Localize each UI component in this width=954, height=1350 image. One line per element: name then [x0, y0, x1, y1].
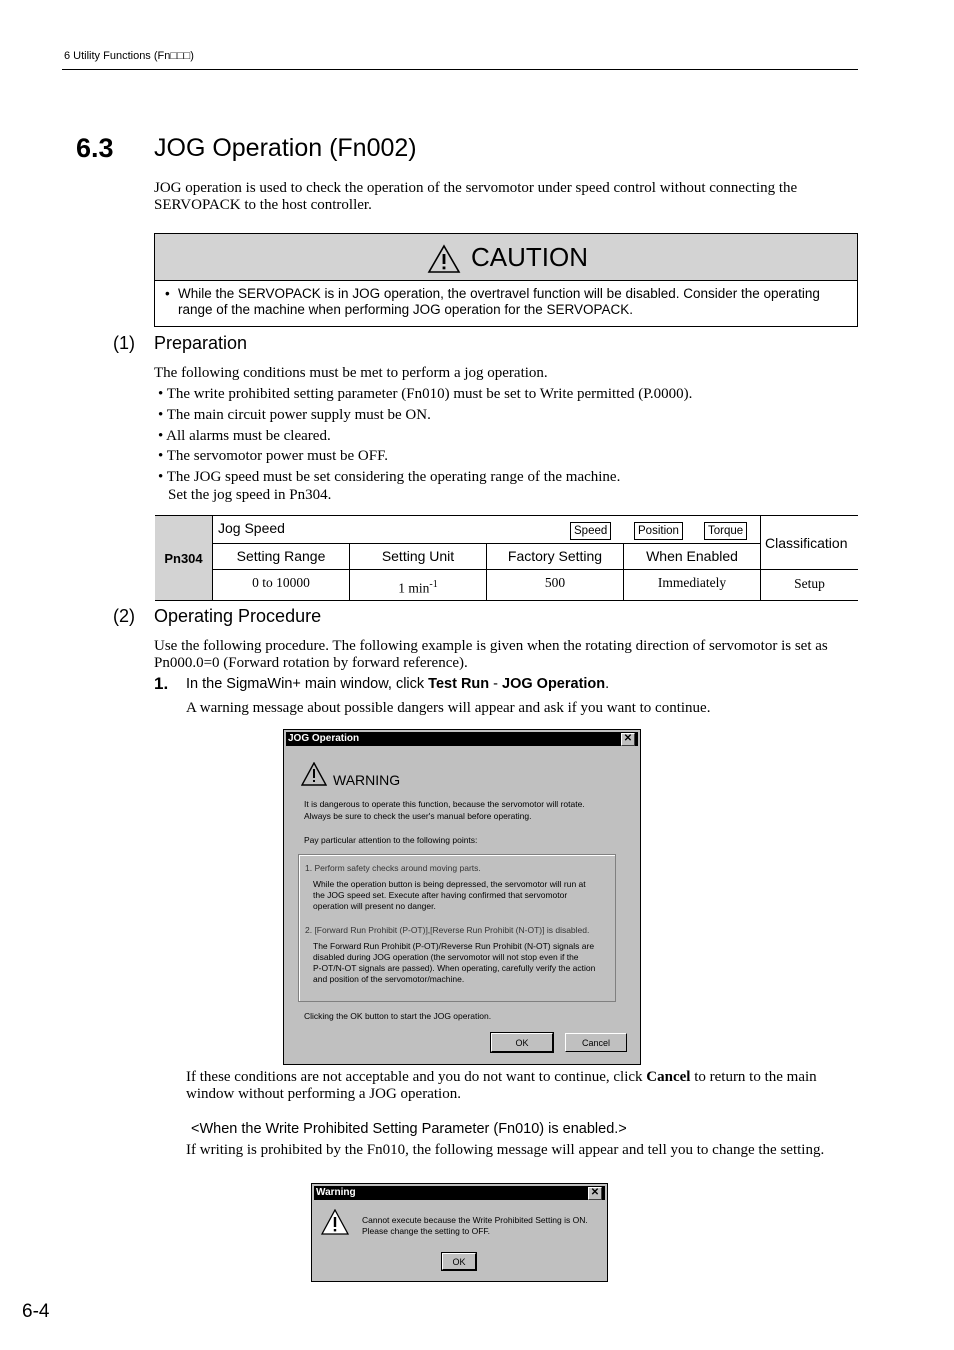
warning-triangle-icon	[427, 244, 461, 274]
step-text-sep: -	[489, 676, 503, 692]
fn010-text: If writing is prohibited by the Fn010, the following message will appear and tell you to change the setting.	[186, 1142, 825, 1158]
point-line: the JOG speed set. Execute after having confirmed that servomotor	[313, 890, 568, 900]
section-intro: JOG operation is used to check the operation of the servomotor under speed control without connecting the SERVOPACK to the host controller.	[154, 180, 798, 213]
point-line: While the operation button is being depressed, the servomotor will run at	[313, 879, 586, 889]
warning-triangle-icon	[301, 762, 327, 786]
point-title: 1. Perform safety checks around moving parts.	[305, 863, 481, 873]
td-when-enabled: Immediately	[624, 570, 761, 600]
list-item: • The JOG speed must be set considering the operating range of the machine.	[158, 469, 621, 485]
list-item: • The servomotor power must be OFF.	[158, 448, 389, 464]
unit-text: 1 min	[398, 580, 430, 596]
th-when-enabled: When Enabled	[624, 544, 761, 570]
dialog-titlebar	[314, 1186, 605, 1200]
close-icon[interactable]: ✕	[621, 733, 635, 746]
param-name: Jog Speed	[218, 520, 285, 536]
th-setting-range: Setting Range	[213, 544, 350, 570]
point-line: disabled during JOG operation (the servomotor will not stop even if the	[313, 952, 579, 962]
cancel-button[interactable]: Cancel	[565, 1033, 627, 1052]
step-1-note: A warning message about possible dangers will appear and ask if you want to continue.	[186, 700, 711, 716]
list-item: • All alarms must be cleared.	[158, 428, 331, 444]
badge-torque: Torque	[704, 522, 747, 540]
param-name-row	[213, 516, 761, 544]
header-rule	[62, 69, 858, 70]
point-line: operation will present no danger.	[313, 901, 436, 911]
point-line: The Forward Run Prohibit (P-OT)/Reverse Run Prohibit (N-OT) signals are	[313, 941, 595, 951]
dialog-points-panel	[298, 854, 616, 1002]
procedure-intro: Use the following procedure. The following example is given when the rotating direction of servomotor is set as Pn000.0=0 (Forward rotation by forward reference).	[154, 638, 828, 671]
jog-operation-dialog	[283, 729, 641, 1065]
procedure-number: (2)	[113, 606, 135, 626]
parameter-table	[155, 515, 858, 601]
procedure-title: Operating Procedure	[154, 606, 322, 626]
point-title: 2. [Forward Run Prohibit (P-OT)],[Reverse Run Prohibit (N-OT)] is disabled.	[305, 925, 590, 935]
badge-speed: Speed	[570, 522, 611, 540]
dialog-line: Cannot execute because the Write Prohibited Setting is ON.	[362, 1215, 588, 1225]
procedure-heading	[113, 606, 322, 627]
list-item: • The main circuit power supply must be ON.	[158, 407, 431, 423]
th-setting-unit: Setting Unit	[350, 544, 487, 570]
preparation-number: (1)	[113, 333, 135, 353]
section-number: 6.3	[76, 133, 114, 163]
step-text-post: .	[605, 676, 610, 692]
preparation-title: Preparation	[154, 333, 248, 353]
caution-label: CAUTION	[471, 242, 588, 272]
page-number: 6-4	[22, 1301, 50, 1322]
caution-box	[154, 233, 858, 327]
td-factory-setting: 500	[487, 570, 624, 600]
ok-button[interactable]: OK	[491, 1033, 553, 1052]
write-prohibited-warning-dialog	[311, 1183, 608, 1282]
running-header: 6 Utility Functions (Fn□□□)	[64, 50, 194, 62]
warning-label: WARNING	[333, 772, 401, 788]
dialog-line: Pay particular attention to the following points:	[304, 835, 478, 845]
caution-bullet: •	[165, 286, 170, 301]
dialog-title: Warning	[316, 1187, 356, 1198]
preparation-heading	[113, 333, 248, 354]
td-setting-unit	[350, 570, 487, 600]
after-dialog-post: to return to the main window without performing a JOG operation.	[186, 1069, 817, 1102]
point-line: and position of the servomotor/machine.	[313, 974, 465, 984]
after-dialog-text	[186, 1069, 858, 1103]
dialog-title: JOG Operation	[288, 733, 360, 744]
td-classification: Setup	[794, 576, 825, 591]
step-text-pre: In the SigmaWin+ main window, click	[186, 676, 429, 692]
classification-header: Classification	[761, 516, 858, 570]
ok-button[interactable]: OK	[442, 1253, 476, 1270]
param-number: Pn304	[155, 516, 213, 600]
td-setting-range: 0 to 10000	[213, 570, 350, 600]
after-dialog-pre: If these conditions are not acceptable and you do not want to continue, click	[186, 1069, 647, 1085]
cancel-reference: Cancel	[646, 1069, 691, 1085]
section-title: JOG Operation (Fn002)	[154, 134, 417, 162]
point-line: P-OT/N-OT signals are passed). When operating, carefully verify the action	[313, 963, 596, 973]
list-item: • The write prohibited setting parameter (Fn010) must be set to Write permitted (P.0000).	[158, 386, 693, 402]
dialog-footer: Clicking the OK button to start the JOG operation.	[304, 1011, 492, 1021]
fn010-subheading: <When the Write Prohibited Setting Parameter (Fn010) is enabled.>	[191, 1121, 627, 1137]
dialog-line: Please change the setting to OFF.	[362, 1226, 491, 1236]
step-text	[186, 676, 609, 692]
caution-text	[165, 286, 849, 318]
unit-superscript: -1	[429, 579, 438, 590]
menu-test-run: Test Run	[428, 676, 490, 692]
preparation-lead: The following conditions must be met to perform a jog operation.	[154, 365, 548, 381]
dialog-titlebar	[286, 732, 638, 746]
menu-jog-operation: JOG Operation	[502, 676, 606, 692]
dialog-line: Always be sure to check the user's manual before operating.	[304, 811, 532, 821]
close-icon[interactable]: ✕	[588, 1187, 602, 1200]
exclamation-icon	[321, 1209, 349, 1235]
caution-header	[155, 234, 857, 281]
dialog-line: It is dangerous to operate this function, because the servomotor will rotate.	[304, 799, 585, 809]
badge-position: Position	[634, 522, 683, 540]
caution-body: While the SERVOPACK is in JOG operation, the overtravel function will be disabled. Consider the operating range of the machine when performing JOG operation for the SERVOPACK.	[178, 286, 820, 317]
th-factory-setting: Factory Setting	[487, 544, 624, 570]
list-item-continuation: Set the jog speed in Pn304.	[168, 487, 332, 503]
step-number: 1.	[154, 674, 169, 693]
